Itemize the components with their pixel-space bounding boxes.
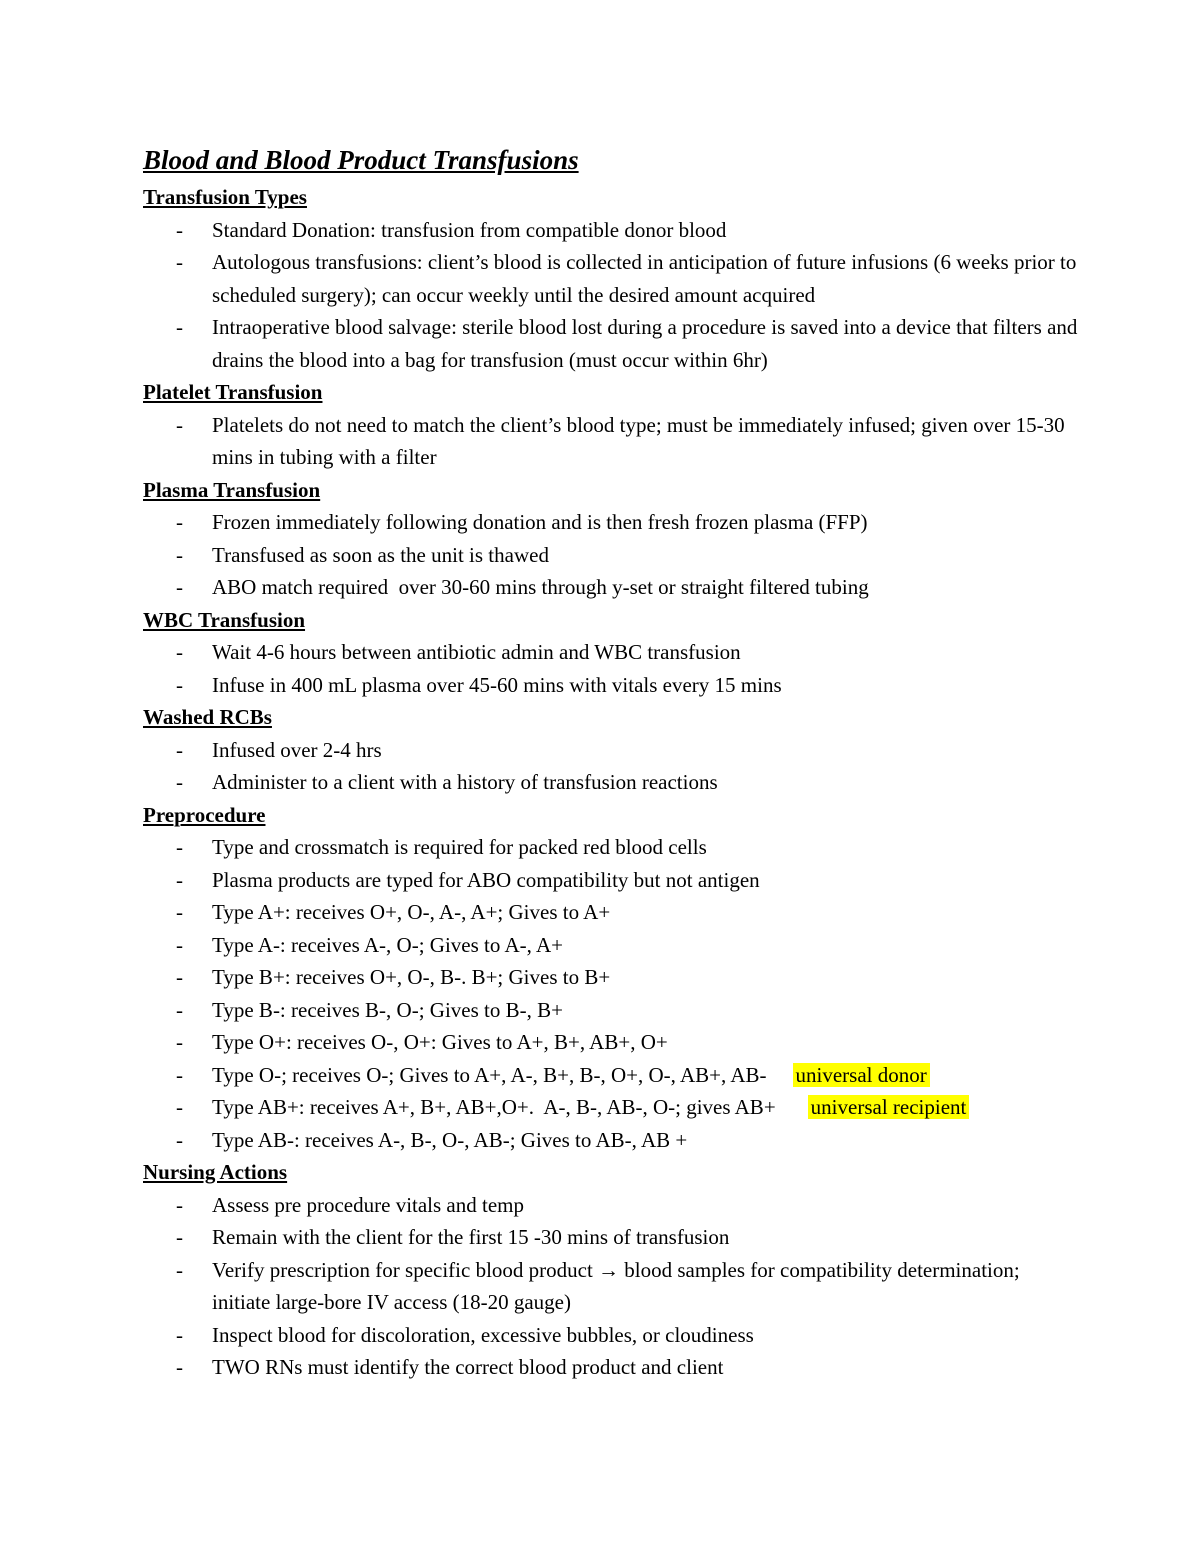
list-item <box>143 734 1083 767</box>
list-item-text: Infuse in 400 mL plasma over 45-60 mins with vitals every 15 mins <box>212 672 782 697</box>
document-title: Blood and Blood Product Transfusions <box>143 145 579 175</box>
list-item <box>143 1059 1083 1092</box>
bullet-dash: - <box>176 1030 183 1054</box>
list-item <box>143 636 1083 669</box>
list-item-text: Type O-; receives O-; Gives to A+, A-, B+, B-, O+, O-, AB+, AB- <box>212 1062 767 1087</box>
list-item <box>143 766 1083 799</box>
list-item-text: Type AB-: receives A-, B-, O-, AB-; Gives to AB-, AB + <box>212 1127 688 1152</box>
bullet-dash: - <box>176 217 183 242</box>
heading-transfusion-types: Transfusion Types <box>143 185 307 209</box>
list-item <box>143 864 1083 897</box>
list-item-text: Type O+: receives O-, O+: Gives to A+, B+, AB+, O+ <box>212 1030 668 1054</box>
bullet-dash: - <box>176 770 183 794</box>
universal-donor-highlight: universal donor <box>793 1063 930 1087</box>
list-item <box>143 669 1083 702</box>
bullet-dash: - <box>176 1192 183 1217</box>
list-item-text: TWO RNs must identify the correct blood product and client <box>212 1355 724 1379</box>
bullet-dash: - <box>176 835 183 859</box>
bullet-dash: - <box>176 932 183 957</box>
list-item-text: Intraoperative blood salvage: sterile blood lost during a procedure is saved into a device that filters and drains the blood into a bag for transfusion (must occur within 6hr) <box>212 315 1078 372</box>
heading-preprocedure: Preprocedure <box>143 802 266 827</box>
list-item-text: Type B-: receives B-, O-; Gives to B-, B+ <box>212 997 563 1022</box>
universal-recipient-highlight: universal recipient <box>808 1095 970 1119</box>
list-item-text: Administer to a client with a history of transfusion reactions <box>212 770 718 794</box>
document-page <box>143 143 1083 1384</box>
bullet-dash: - <box>176 510 183 534</box>
list-item-text: Type AB+: receives A+, B+, AB+,O+. A-, B-, AB-, O-; gives AB+ <box>212 1095 776 1119</box>
list-item <box>143 831 1083 864</box>
bullet-dash: - <box>176 1062 183 1087</box>
heading-nursing-actions: Nursing Actions <box>143 1160 288 1184</box>
bullet-dash: - <box>176 1225 183 1249</box>
list-nursing-actions <box>143 1189 1083 1384</box>
list-item-text: Transfused as soon as the unit is thawed <box>212 542 549 567</box>
heading-washed-rcbs: Washed RCBs <box>143 705 272 729</box>
list-item-text: Platelets do not need to match the client’s blood type; must be immediately infused; given over 15-30 mins in tubing with a filter <box>212 412 1065 469</box>
list-item-text: Infused over 2-4 hrs <box>212 737 382 762</box>
list-item <box>143 1124 1083 1157</box>
list-item <box>143 1091 1083 1124</box>
list-item-text: Type A-: receives A-, O-; Gives to A-, A+ <box>212 932 563 957</box>
heading-plasma-transfusion: Plasma Transfusion <box>143 477 321 502</box>
list-item-text: Frozen immediately following donation and is then fresh frozen plasma (FFP) <box>212 510 868 534</box>
list-item <box>143 994 1083 1027</box>
bullet-dash: - <box>176 1257 183 1282</box>
list-item-text: Inspect blood for discoloration, excessive bubbles, or cloudiness <box>212 1322 754 1347</box>
list-item-text: Type A+: receives O+, O-, A-, A+; Gives to A+ <box>212 900 611 924</box>
bullet-dash: - <box>176 1355 183 1379</box>
list-item <box>143 1221 1083 1254</box>
bullet-dash: - <box>176 575 183 599</box>
list-item <box>143 246 1083 311</box>
bullet-dash: - <box>176 900 183 924</box>
bullet-dash: - <box>176 250 183 274</box>
bullet-dash: - <box>176 1127 183 1152</box>
bullet-dash: - <box>176 640 183 664</box>
bullet-dash: - <box>176 412 183 437</box>
list-item <box>143 1189 1083 1222</box>
list-item-text: Type B+: receives O+, O-, B-. B+; Gives to B+ <box>212 965 611 989</box>
list-item <box>143 571 1083 604</box>
list-transfusion-types <box>143 214 1083 377</box>
bullet-dash: - <box>176 867 183 892</box>
bullet-dash: - <box>176 672 183 697</box>
bullet-dash: - <box>176 1095 183 1119</box>
bullet-dash: - <box>176 1322 183 1347</box>
list-item <box>143 896 1083 929</box>
list-preprocedure <box>143 831 1083 1156</box>
list-item <box>143 929 1083 962</box>
list-plasma-transfusion <box>143 506 1083 604</box>
list-wbc-transfusion <box>143 636 1083 701</box>
list-item-text: Plasma products are typed for ABO compatibility but not antigen <box>212 867 760 892</box>
bullet-dash: - <box>176 965 183 989</box>
bullet-dash: - <box>176 542 183 567</box>
list-item <box>143 961 1083 994</box>
list-washed-rcbs <box>143 734 1083 799</box>
list-item-text: Assess pre procedure vitals and temp <box>212 1192 524 1217</box>
list-item <box>143 1319 1083 1352</box>
bullet-dash: - <box>176 997 183 1022</box>
list-item-text: Remain with the client for the first 15 -30 mins of transfusion <box>212 1225 730 1249</box>
list-item-text: ABO match required over 30-60 mins through y-set or straight filtered tubing <box>212 575 869 599</box>
list-item-text: Standard Donation: transfusion from compatible donor blood <box>212 217 727 242</box>
list-item <box>143 214 1083 247</box>
heading-platelet-transfusion: Platelet Transfusion <box>143 380 323 404</box>
list-platelet-transfusion <box>143 409 1083 474</box>
list-item-text: Wait 4-6 hours between antibiotic admin and WBC transfusion <box>212 640 741 664</box>
list-item <box>143 1351 1083 1384</box>
list-item <box>143 539 1083 572</box>
bullet-dash: - <box>176 737 183 762</box>
list-item <box>143 506 1083 539</box>
list-item-text: Type and crossmatch is required for packed red blood cells <box>212 835 707 859</box>
list-item-text: Verify prescription for specific blood product → blood samples for compatibility determination; initiate large-bore IV access (18-20 gauge) <box>212 1257 1020 1314</box>
list-item <box>143 409 1083 474</box>
list-item <box>143 311 1083 376</box>
list-item <box>143 1026 1083 1059</box>
list-item <box>143 1254 1083 1319</box>
heading-wbc-transfusion: WBC Transfusion <box>143 607 306 632</box>
list-item-text: Autologous transfusions: client’s blood is collected in anticipation of future infusions (6 weeks prior to scheduled surgery); can occur weekly until the desired amount acquired <box>212 250 1077 307</box>
bullet-dash: - <box>176 315 183 339</box>
